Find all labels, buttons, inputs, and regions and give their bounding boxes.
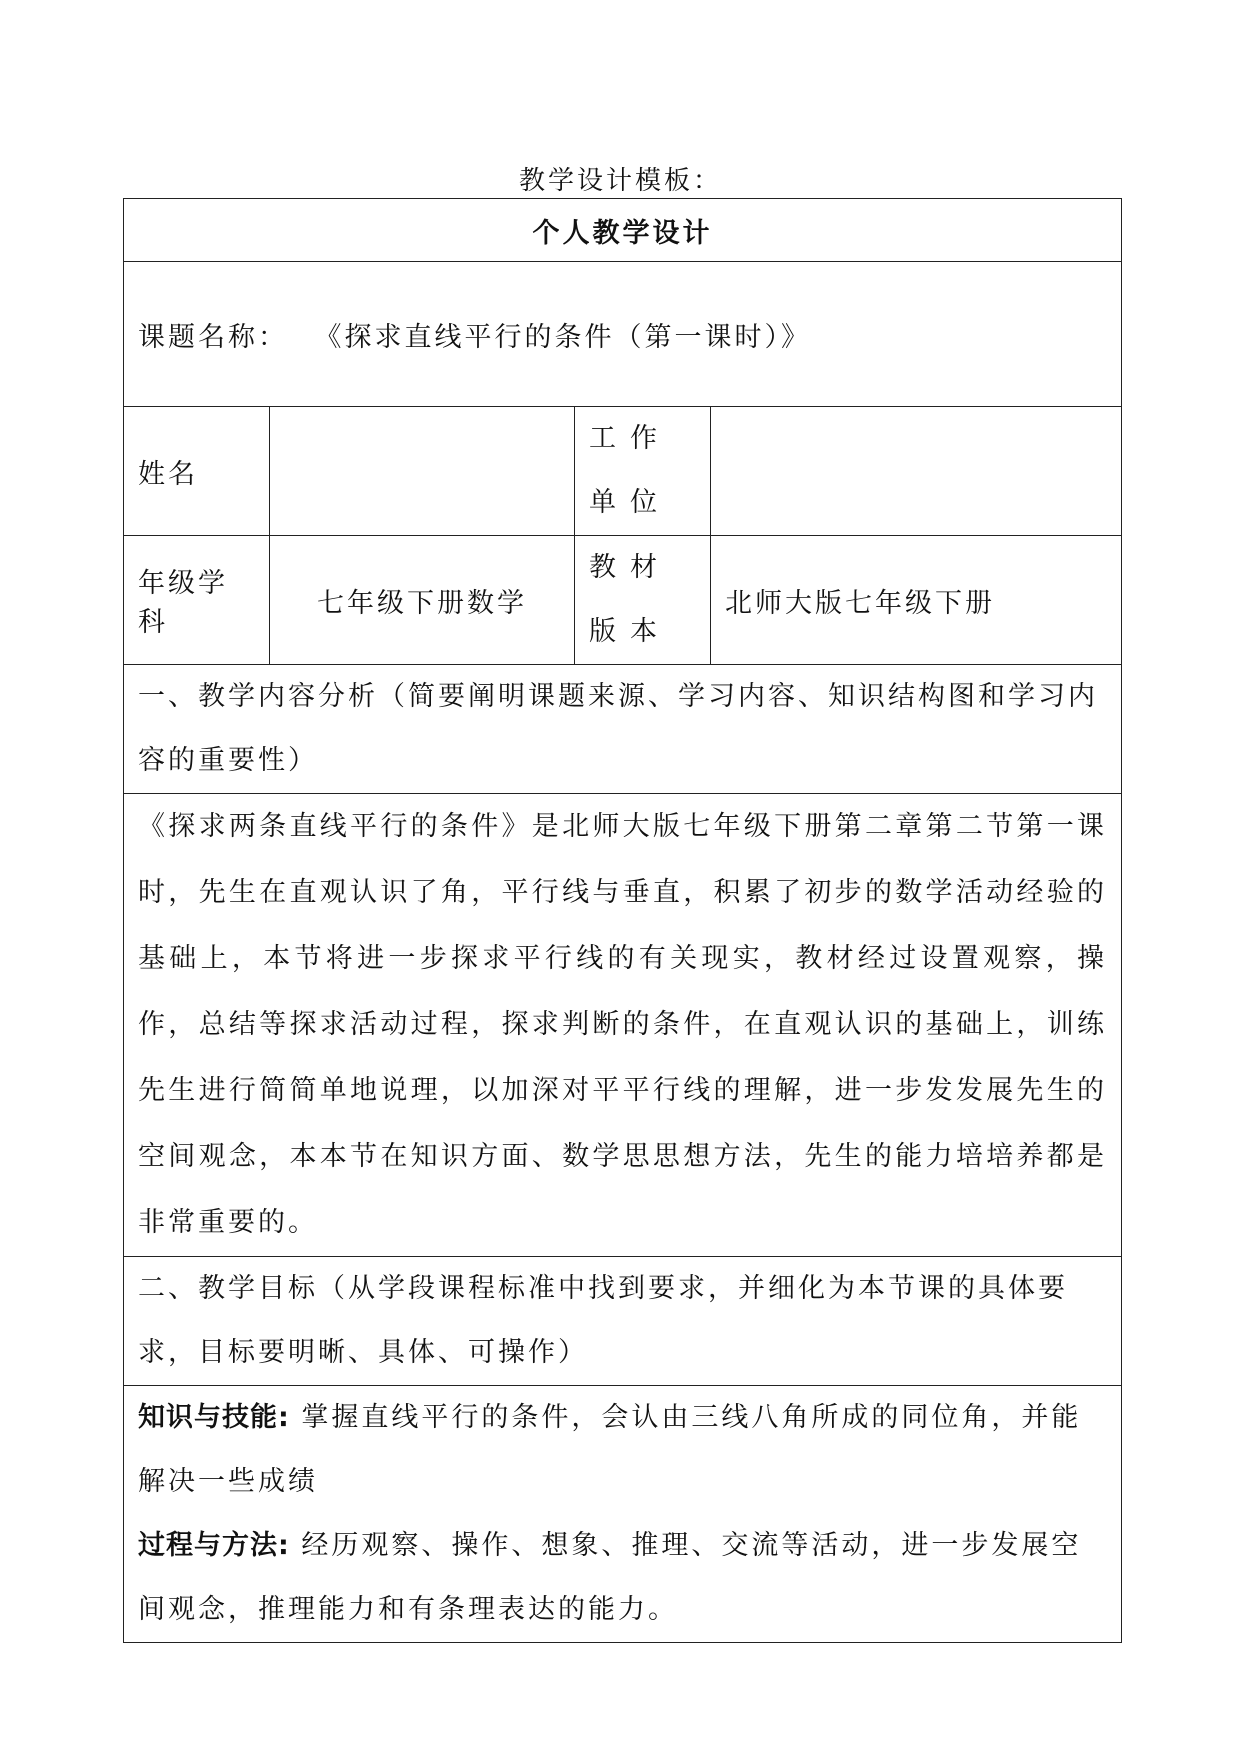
goal-knowledge-label: 知识与技能: [138,1402,290,1433]
topic-row [124,262,1122,407]
goal-knowledge-text: 掌握直线平行的条件，会认由三线八角所成的同位角，并能解决一些成绩 [138,1402,1082,1497]
goal-knowledge [138,1386,1107,1514]
table-title: 个人教学设计 [124,199,1122,262]
work-unit-label: 工作单位 [575,407,711,536]
name-label: 姓名 [124,407,270,536]
topic-value: 《探求直线平行的条件（第一课时）》 [328,321,811,353]
teaching-goals-body [124,1386,1122,1643]
goal-process [138,1514,1107,1642]
name-value [270,407,575,536]
grade-subject-label: 年级学科 [124,536,270,665]
topic-label: 课题名称： [138,321,288,353]
grade-subject-value: 七年级下册数学 [270,536,575,665]
goal-process-text: 经历观察、操作、想象、推理、交流等活动，进一步发展空间观念，推理能力和有条理表达的能力。 [138,1530,1082,1625]
teaching-goals-heading: 二、教学目标（从学段课程标准中找到要求，并细化为本节课的具体要求，目标要明晰、具体、可操作） [124,1257,1122,1386]
document-heading: 教学设计模板： [518,166,722,196]
content-analysis-body: 《探求两条直线平行的条件》是北师大版七年级下册第二章第二节第一课时，先生在直观认识了角，平行线与垂直，积累了初步的数学活动经验的基础上，本节将进一步探求平行线的有关现实，教材经过设置观察，操作，总结等探求活动过程，探求判断的条件，在直观认识的基础上，训练先生进行简简单地说理，以加深对平平行线的理解，进一步发发展先生的空间观念，本本节在知识方面、数学思思想方法，先生的能力培培养都是非常重要的。 [124,794,1122,1257]
lesson-design-table [123,198,1122,1643]
goal-process-label: 过程与方法: [138,1530,290,1561]
work-unit-value [711,407,1122,536]
textbook-version-value: 北师大版七年级下册 [711,536,1122,665]
textbook-version-label: 教材版本 [575,536,711,665]
content-analysis-heading: 一、教学内容分析（简要阐明课题来源、学习内容、知识结构图和学习内容的重要性） [124,665,1122,794]
